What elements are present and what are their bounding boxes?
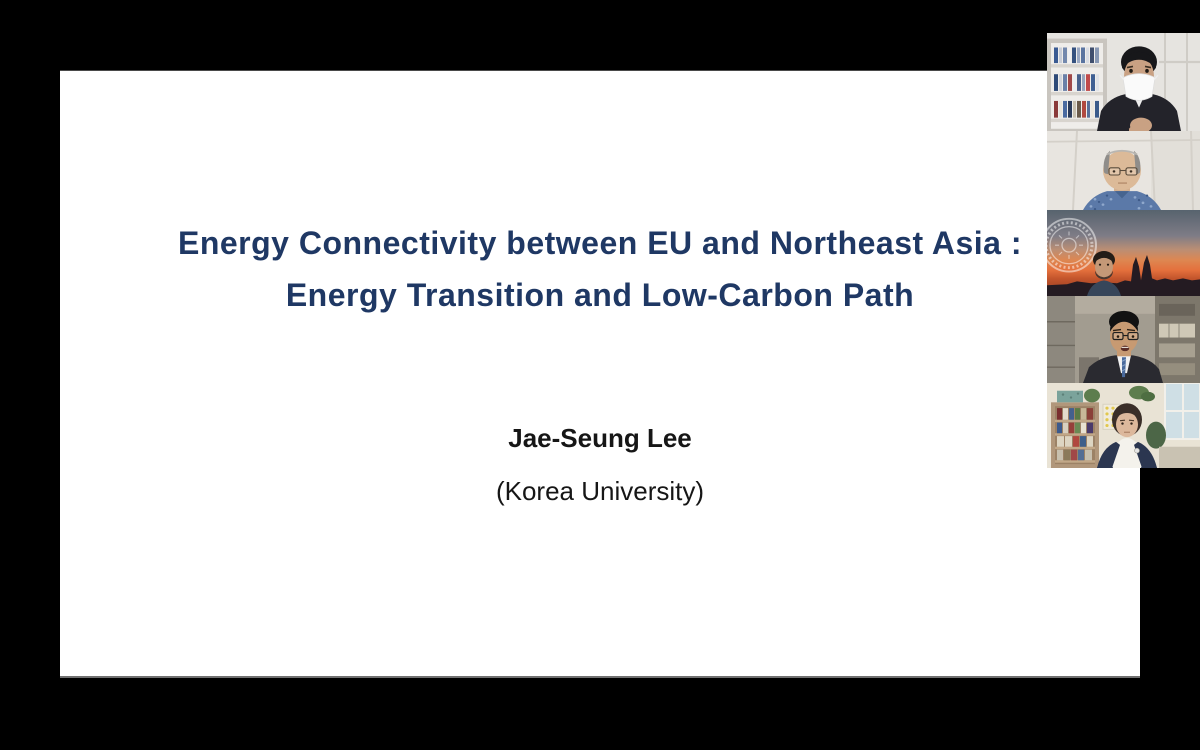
video-tile-participant-4[interactable] — [1047, 296, 1200, 383]
participant-3-video-icon — [1047, 210, 1200, 296]
participant-video-strip — [1047, 33, 1200, 468]
slide-title-line-2: Energy Transition and Low-Carbon Path — [285, 277, 915, 313]
participant-2-video-icon — [1047, 131, 1200, 210]
speaker-affiliation: (Korea University) — [495, 476, 705, 506]
slide-title — [80, 217, 1120, 321]
video-tile-participant-2[interactable] — [1047, 131, 1200, 210]
video-tile-participant-3[interactable] — [1047, 210, 1200, 296]
speaker-name: Jae-Seung Lee — [508, 423, 692, 453]
video-tile-participant-5[interactable] — [1047, 383, 1200, 468]
presentation-slide — [60, 70, 1140, 678]
participant-5-video-icon — [1047, 383, 1200, 468]
video-tile-participant-1[interactable] — [1047, 33, 1200, 131]
participant-1-video-icon — [1047, 33, 1200, 131]
slide-title-line-1: Energy Connectivity between EU and Northeast Asia : — [177, 225, 1023, 261]
participant-4-video-icon — [1047, 296, 1200, 383]
